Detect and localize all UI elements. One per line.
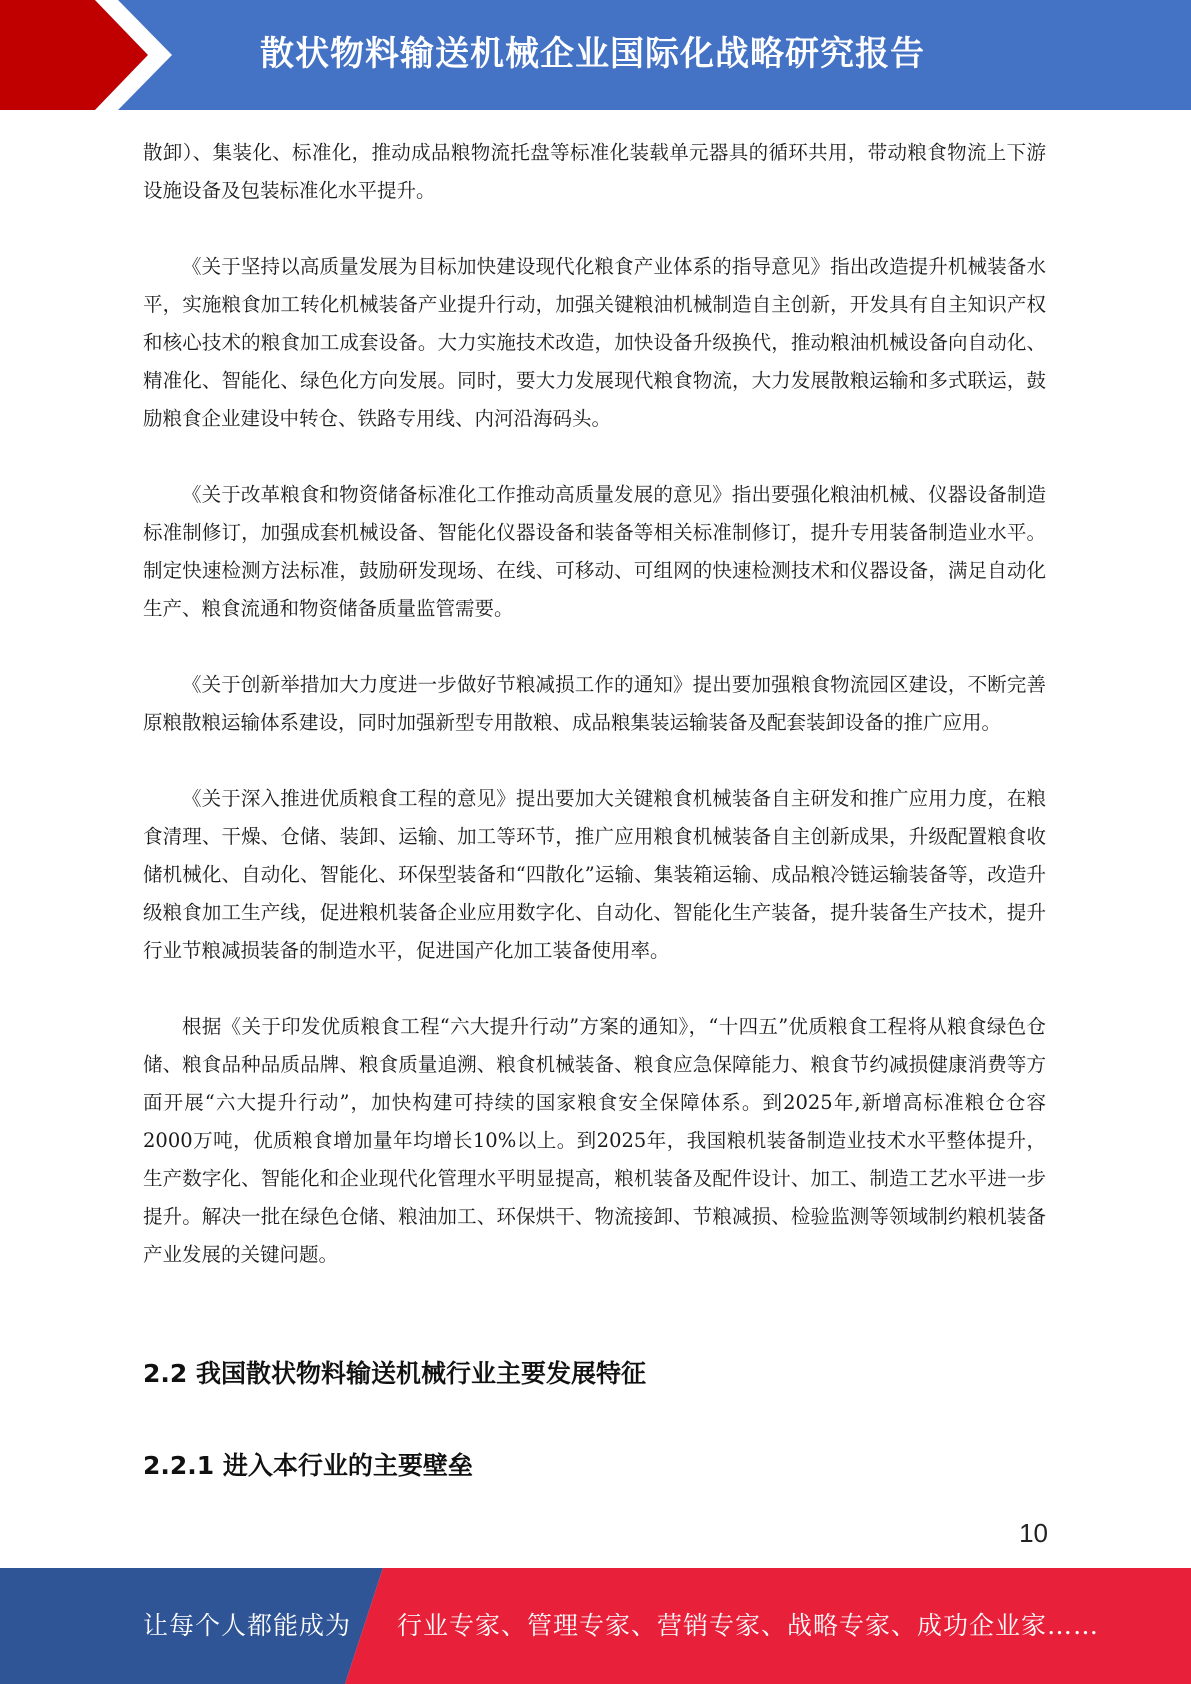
- paragraph: 《关于创新举措加大力度进一步做好节粮减损工作的通知》提出要加强粮食物流园区建设，不断完善原粮散粮运输体系建设，同时加强新型专用散粮、成品粮集装运输装备及配套装卸设备的推广应用。: [143, 673, 1046, 734]
- section-heading: 2.2 我国散状物料输送机械行业主要发展特征: [143, 1359, 646, 1388]
- report-title: 散状物料输送机械企业国际化战略研究报告: [260, 34, 925, 74]
- subsection-heading: 2.2.1 进入本行业的主要壁垒: [143, 1451, 473, 1480]
- paragraph: 散卸）、集装化、标准化，推动成品粮物流托盘等标准化装载单元器具的循环共用，带动粮食物流上下游设施设备及包装标准化水平提升。: [143, 141, 1046, 202]
- paragraph: 《关于深入推进优质粮食工程的意见》提出要加大关键粮食机械装备自主研发和推广应用力度，在粮食清理、干燥、仓储、装卸、运输、加工等环节，推广应用粮食机械装备自主创新成果，升级配置粮食收储机械化、自动化、智能化、环保型装备和“四散化”运输、集装箱运输、成品粮冷链运输装备等，改造升级粮食加工生产线，促进粮机装备企业应用数字化、自动化、智能化生产装备，提升装备生产技术，提升行业节粮减损装备的制造水平，促进国产化加工装备使用率。: [143, 787, 1046, 962]
- page-footer: [0, 1568, 1191, 1684]
- page-number: 10: [1019, 1518, 1048, 1548]
- paragraph: 根据《关于印发优质粮食工程“六大提升行动”方案的通知》，“十四五”优质粮食工程将从粮食绿色仓储、粮食品种品质品牌、粮食质量追溯、粮食机械装备、粮食应急保障能力、粮食节约减损健康消费等方面开展“六大提升行动”，加快构建可持续的国家粮食安全保障体系。到2025年,新增高标准粮仓仓容2000万吨，优质粮食增加量年均增长10%以上。到2025年，我国粮机装备制造业技术水平整体提升，生产数字化、智能化和企业现代化管理水平明显提高，粮机装备及配件设计、加工、制造工艺水平进一步提升。解决一批在绿色仓储、粮油加工、环保烘干、物流接卸、节粮减损、检验监测等领域制约粮机装备产业发展的关键问题。: [143, 1015, 1046, 1266]
- footer-slogan-right: 行业专家、管理专家、营销专家、战略专家、成功企业家……: [397, 1611, 1100, 1640]
- footer-slogan-left: 让每个人都能成为: [143, 1611, 352, 1640]
- document-body: [143, 134, 1046, 1312]
- paragraph: 《关于改革粮食和物资储备标准化工作推动高质量发展的意见》指出要强化粮油机械、仪器设备制造标准制修订，加强成套机械设备、智能化仪器设备和装备等相关标准制修订，提升专用装备制造业水平。制定快速检测方法标准，鼓励研发现场、在线、可移动、可组网的快速检测技术和仪器设备，满足自动化生产、粮食流通和物资储备质量监管需要。: [143, 483, 1046, 620]
- paragraph: 《关于坚持以高质量发展为目标加快建设现代化粮食产业体系的指导意见》指出改造提升机械装备水平，实施粮食加工转化机械装备产业提升行动，加强关键粮油机械制造自主创新，开发具有自主知识产权和核心技术的粮食加工成套设备。大力实施技术改造，加快设备升级换代，推动粮油机械设备向自动化、精准化、智能化、绿色化方向发展。同时，要大力发展现代粮食物流，大力发展散粮运输和多式联运，鼓励粮食企业建设中转仓、铁路专用线、内河沿海码头。: [143, 255, 1046, 430]
- page-header: [0, 0, 1191, 110]
